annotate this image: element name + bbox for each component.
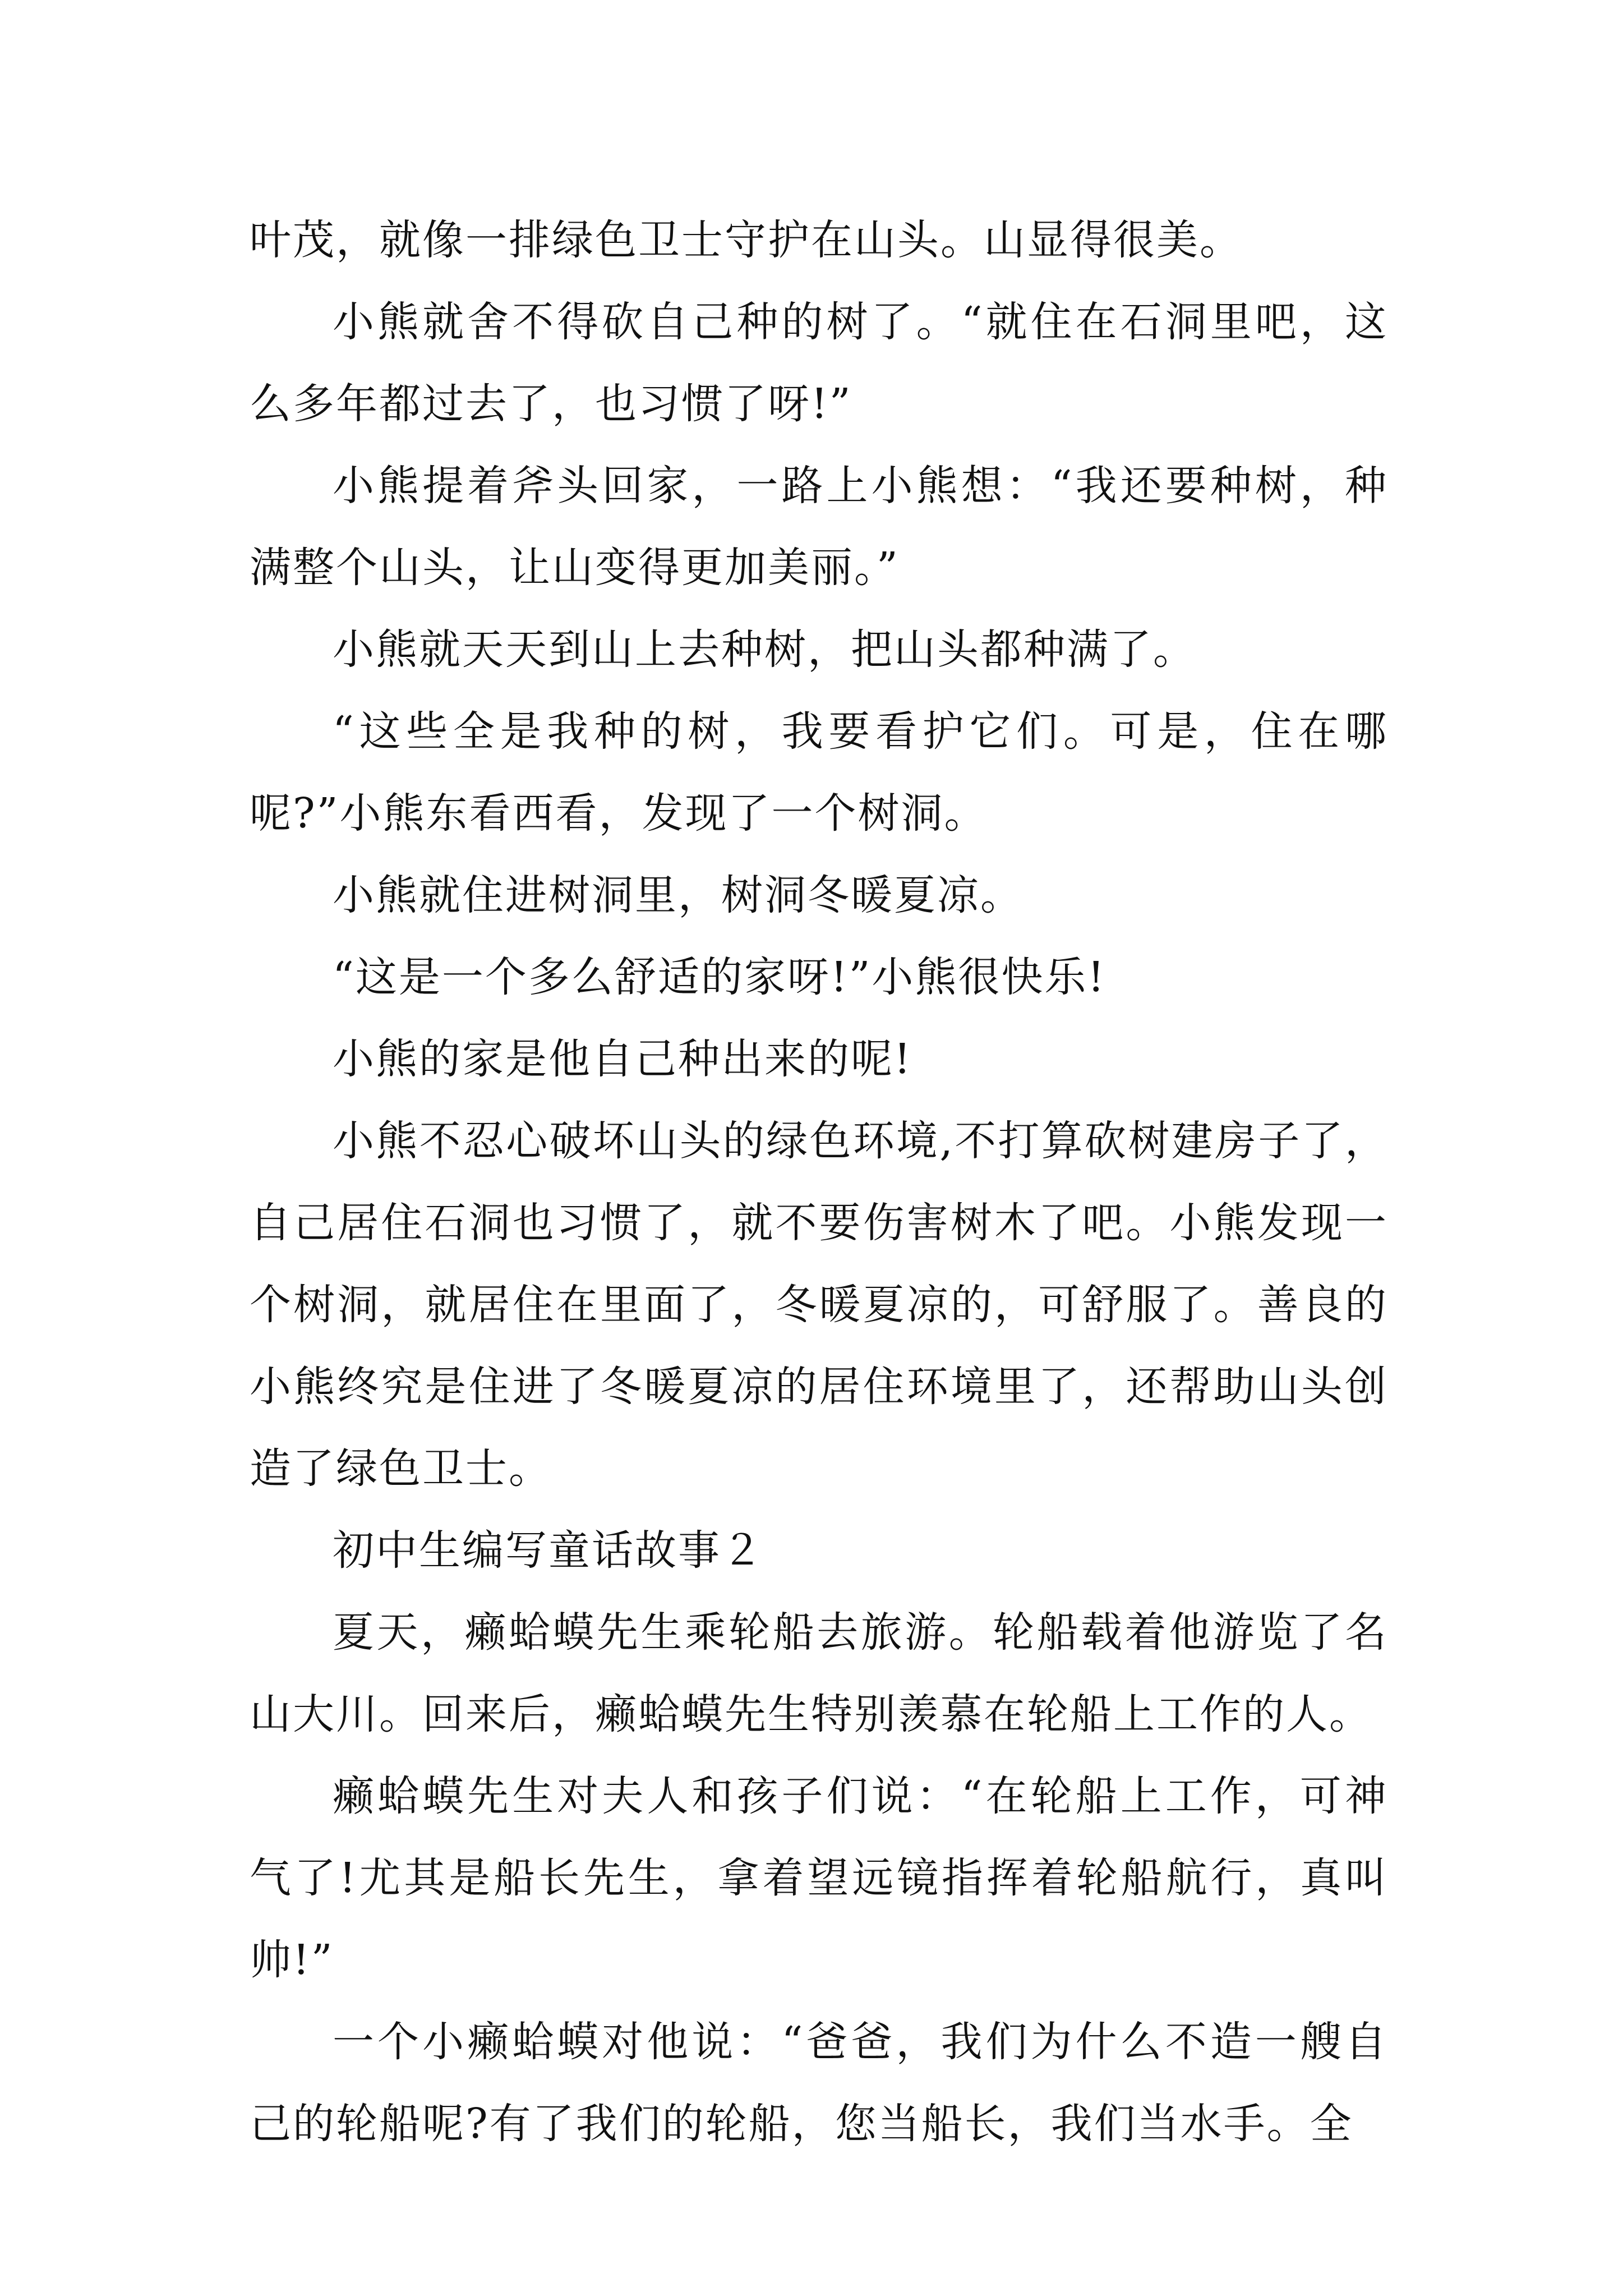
paragraph-6: 小熊就住进树洞里，树洞冬暖夏凉。 xyxy=(333,871,1023,919)
paragraph-3: 小熊提着斧头回家，一路上小熊想：“我还要种树，种满整个山头，让山变得更加美丽。” xyxy=(250,462,1388,592)
paragraph-9: 小熊不忍心破坏山头的绿色环境,不打算砍树建房子了，自己居住石洞也习惯了，就不要伤害树木了吧。小熊发现一个树洞，就居住在里面了，冬暖夏凉的，可舒服了。善良的小熊终究是住进了冬暖夏凉的居住环境里了，还帮助山头创造了绿色卫士。 xyxy=(250,1117,1388,1493)
paragraph-1: 叶茂，就像一排绿色卫士守护在山头。山显得很美。 xyxy=(250,216,1243,264)
paragraph-2: 小熊就舍不得砍自己种的树了。“就住在石洞里吧，这么多年都过去了，也习惯了呀!” xyxy=(250,298,1388,428)
paragraph-5: “这些全是我种的树，我要看护它们。可是，住在哪呢?”小熊东看西看，发现了一个树洞。 xyxy=(250,707,1388,838)
paragraph-8: 小熊的家是他自己种出来的呢! xyxy=(333,1035,912,1083)
section-heading: 初中生编写童话故事２ xyxy=(333,1526,764,1575)
paragraph-11: 癞蛤蟆先生对夫人和孩子们说：“在轮船上工作，可神气了!尤其是船长先生，拿着望远镜指挥着轮船航行，真叫帅!” xyxy=(250,1772,1388,1984)
paragraph-12: 一个小癞蛤蟆对他说：“爸爸，我们为什么不造一艘自己的轮船呢?有了我们的轮船，您当船长，我们当水手。全 xyxy=(250,2018,1388,2148)
paragraph-4: 小熊就天天到山上去种树，把山头都种满了。 xyxy=(333,625,1196,674)
paragraph-10: 夏天，癞蛤蟆先生乘轮船去旅游。轮船载着他游览了名山大川。回来后，癞蛤蟆先生特别羡慕在轮船上工作的人。 xyxy=(250,1608,1388,1738)
document-body xyxy=(250,199,1388,2165)
paragraph-7: “这是一个多么舒适的家呀!”小熊很快乐! xyxy=(333,953,1106,1001)
